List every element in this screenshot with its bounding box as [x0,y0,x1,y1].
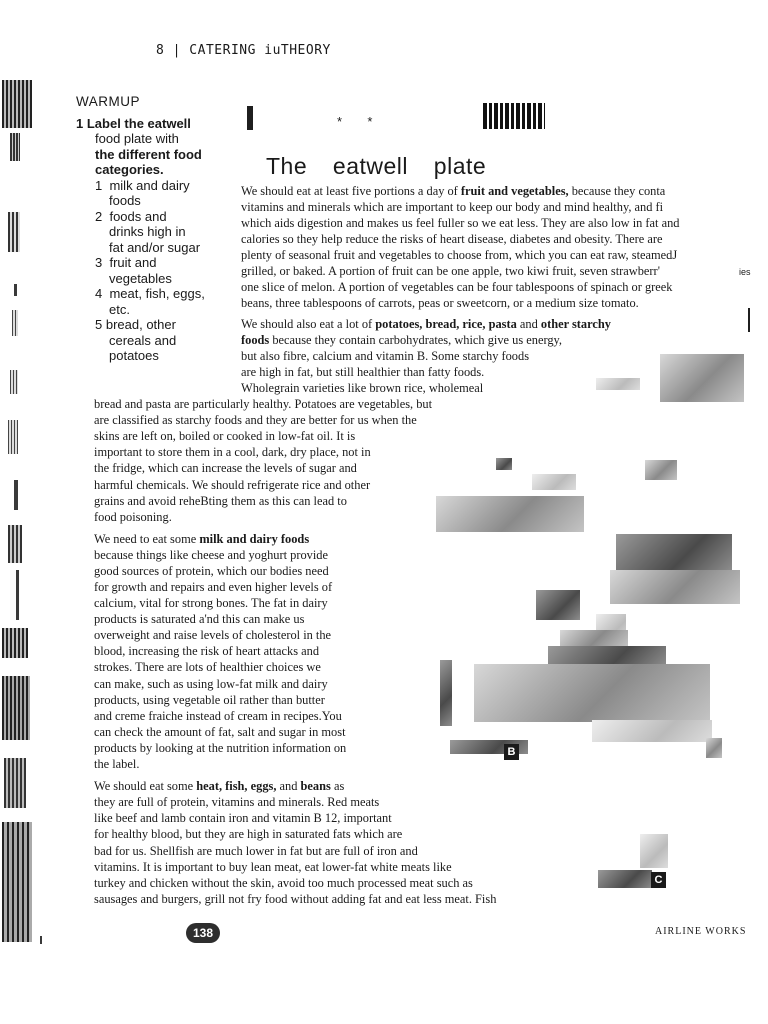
text-line: can check the amount of fat, salt and sugar in most [94,725,346,739]
text-line: calories so they help reduce the risks of heart disease, diabetes and obesity. There are [241,232,663,246]
text-line: important to store them in a cool, dark, dry place, not in [94,445,371,459]
page-number: 138 [186,923,220,943]
text-line: because things like cheese and yoghurt provide [94,548,328,562]
text-line: grilled, or baked. A portion of fruit can be one apple, two kiwi fruit, seven strawberr' [241,264,660,278]
publisher-brand: AIRLINE WORKS [655,926,747,937]
text-line: for growth and repairs and even higher levels of [94,580,333,594]
scan-mark [748,308,750,332]
photo-fragment [440,660,452,726]
text-line: We need to eat some milk and dairy foods [94,532,310,546]
task-line-1: Label the eatwell [86,115,191,131]
text-line: plenty of seasonal fruit and vegetables to choose from, which you can eat raw, steamedJ [241,248,678,262]
text-line: are classified as starchy foods and they are better for us when the [94,413,417,427]
photo-fragment [592,720,712,742]
text-line: the label. [94,757,140,771]
photo-fragment [536,590,580,620]
fish-photo [474,664,710,722]
image-label-c: C [651,872,666,888]
text-line: like beef and lamb contain iron and vitamin B 12, important [94,811,392,825]
text-line: sausages and burgers, grill not fry food without adding fat and eat less meat. Fish [94,892,497,906]
text-line: We should eat at least five portions a day of fruit and vegetables, because they conta [241,184,666,198]
category-item: 4 meat, fish, eggs, etc. [95,286,205,317]
text-line: We should eat some heat, fish, eggs, and beans as [94,779,345,793]
text-line: products, using vegetable oil rather than butter [94,693,325,707]
text-line: products by looking at the nutrition information on [94,741,347,755]
meat-photo-2 [610,570,740,604]
text-line: which aids digestion and makes us feel fuller so we eat less. They are also low in fat and [241,216,680,230]
text-line: vitamins and minerals which are important to keep our body and mind healthy, and fi [241,200,664,214]
potato-photo [660,354,744,402]
category-item: 1 milk and dairy foods [95,177,190,208]
meat-photo [616,534,732,570]
egg-photo [640,834,668,868]
text-line: bread and pasta are particularly healthy. Potatoes are vegetables, but [94,397,433,411]
text-line: are high in fat, but still healthier than fatty foods. [241,365,485,379]
text-line: Wholegrain varieties like brown rice, wholemeal [241,381,484,395]
text-line: products is saturated a'nd this can make us [94,612,305,626]
page-title: The eatwell plate [266,153,487,179]
text-line: the fridge, which can increase the levels of sugar and [94,461,357,475]
photo-fragment [548,646,666,666]
stars-decoration: * * [337,114,373,129]
task-line-4: categories. [95,162,164,177]
bread-photo [436,496,584,532]
task-line-2: food plate with [95,131,179,146]
text-line: We should also eat a lot of potatoes, bread, rice, pasta and other starchy [241,317,611,331]
text-line: one slice of melon. A portion of vegetables can be four tablespoons of spinach or greek [241,280,673,294]
text-line: strokes. There are lots of healthier choices we [94,660,321,674]
category-item: 2 foods and drinks high in fat and/or sugar [95,208,201,255]
category-item: 3 fruit and vegetables [95,255,172,286]
task-number: 1 [76,115,84,131]
task-line-3: the different food [95,146,202,162]
photo-fragment [496,458,512,470]
text-line: turkey and chicken without the skin, avoid too much processed meat such as [94,876,473,890]
warmup-box [76,94,226,364]
category-item: 5 bread, other cereals and potatoes [95,317,177,363]
text-line: and creme fraiche instead of cream in recipes.You [94,709,342,723]
text-line: good sources of protein, which our bodies need [94,564,329,578]
photo-fragment [532,474,576,490]
photo-fragment [645,460,677,480]
barcode-mark [483,103,545,129]
photo-fragment [596,378,640,390]
text-line: skins are left on, boiled or cooked in low-fat oil. It is [94,429,356,443]
text-line: bad for us. Shellfish are much lower in fat but are full of iron and [94,844,418,858]
text-line: calcium, vital for strong bones. The fat in dairy [94,596,328,610]
category-list [76,178,226,364]
text-line: harmful chemicals. We should refrigerate rice and other [94,478,371,492]
photo-fragment [560,630,628,646]
text-line: grains and avoid reheBting them as this can lead to [94,494,347,508]
image-label-b: B [504,744,519,760]
photo-fragment [706,738,722,758]
cut-off-text: ies [739,267,751,277]
text-line: for healthy blood, but they are high in saturated fats which are [94,827,403,841]
scan-mark [247,106,253,130]
text-line: they are full of protein, vitamins and minerals. Red meats [94,795,380,809]
text-line: food poisoning. [94,510,172,524]
text-line: beans, three tablespoons of carrots, peas or sweetcorn, or a medium size tomato. [241,296,639,310]
warmup-task [76,116,226,132]
photo-fragment [598,870,652,888]
text-line: overweight and raise levels of cholesterol in the [94,628,332,642]
text-line: but also fibre, calcium and vitamin B. Some starchy foods [241,349,530,363]
warmup-title: WARMUP [76,94,140,109]
text-line: blood, increasing the risk of heart attacks and [94,644,320,658]
text-line: foods because they contain carbohydrates, which give us energy, [241,333,563,347]
text-line: vitamins. It is important to buy lean meat, eat lower-fat white meats like [94,860,452,874]
text-line: can make, such as using low-fat milk and dairy [94,677,328,691]
running-header: 8 | CATERING iuTHEORY [156,43,331,58]
